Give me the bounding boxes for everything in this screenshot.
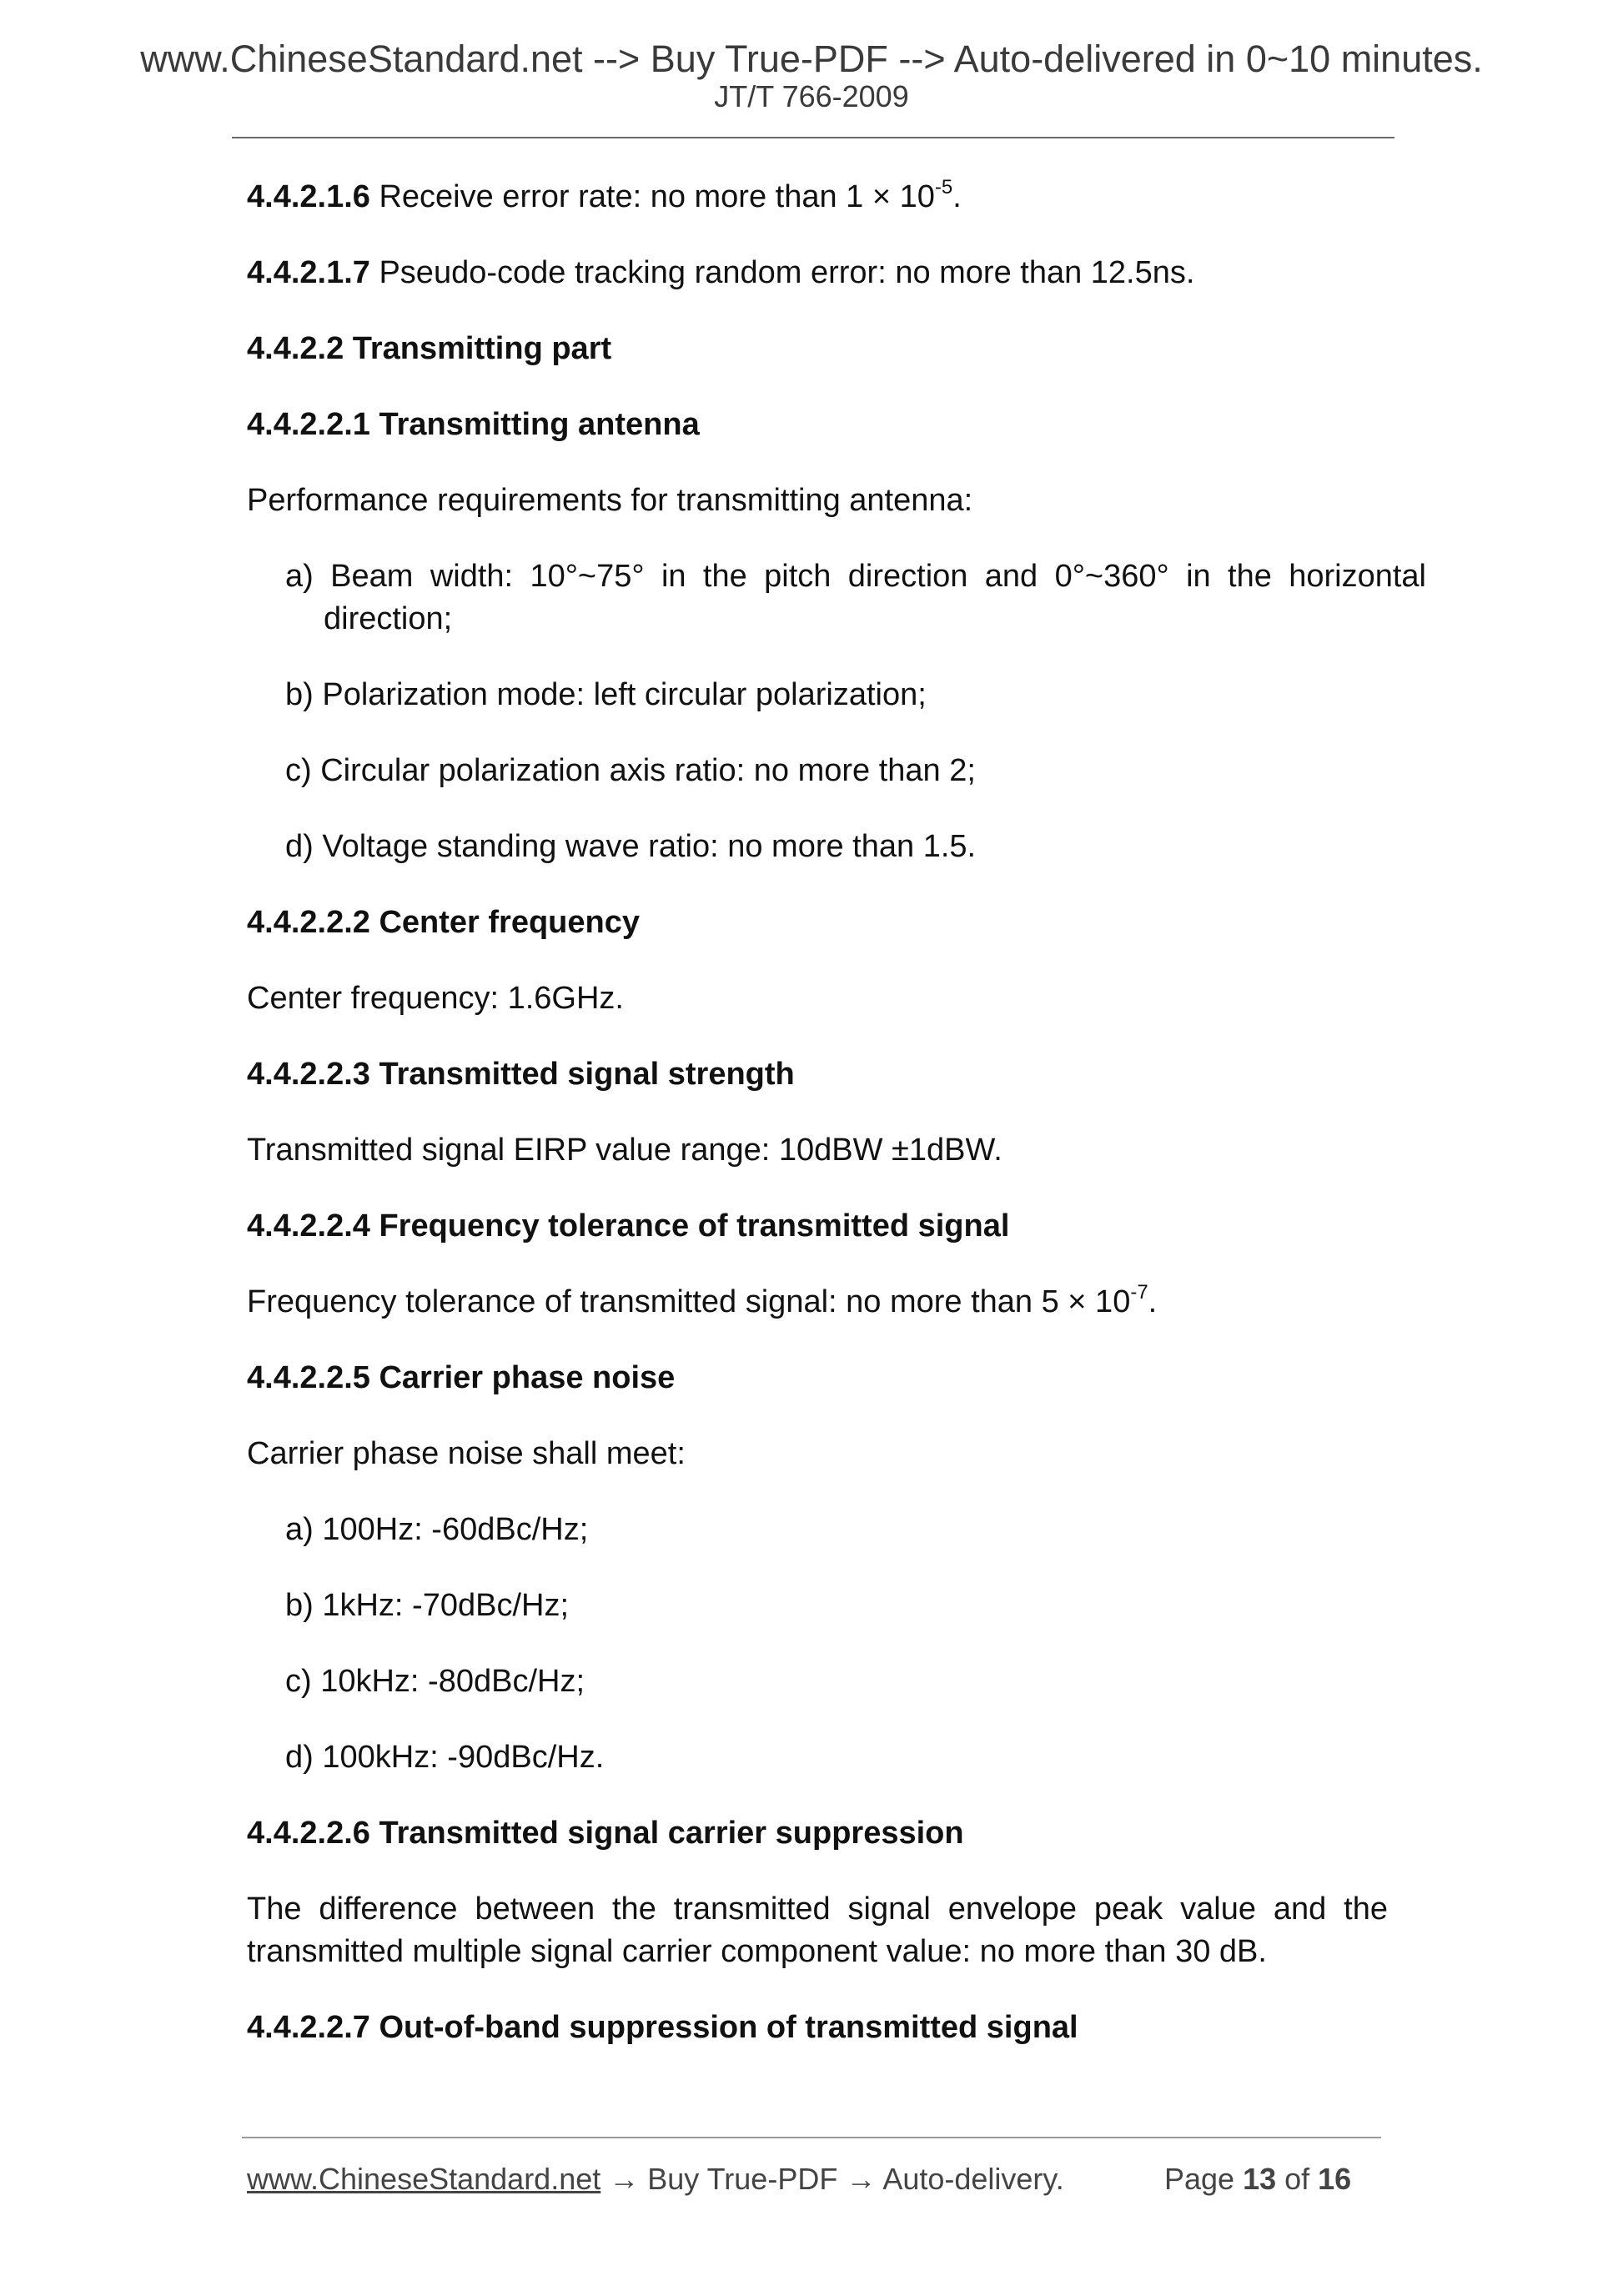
page-total: 16: [1318, 2162, 1352, 2196]
list-item-phase-c: c) 10kHz: -80dBc/Hz;: [285, 1664, 585, 1699]
clause-end: .: [952, 179, 962, 214]
page-label: Page: [1164, 2162, 1244, 2196]
list-item-phase-a: a) 100Hz: -60dBc/Hz;: [285, 1512, 589, 1547]
heading-4-4-2-2-2: 4.4.2.2.2 Center frequency: [247, 905, 640, 940]
heading-4-4-2-2-4: 4.4.2.2.4 Frequency tolerance of transmitted signal: [247, 1208, 1010, 1243]
heading-4-4-2-2-6: 4.4.2.2.6 Transmitted signal carrier suppression: [247, 1816, 964, 1851]
exponent: -5: [934, 176, 953, 199]
list-item-phase-d: d) 100kHz: -90dBc/Hz.: [285, 1740, 605, 1775]
header-divider: [232, 137, 1394, 138]
paragraph-frequency-tolerance: [247, 1281, 1157, 1324]
heading-4-4-2-2-3: 4.4.2.2.3 Transmitted signal strength: [247, 1057, 795, 1092]
heading-4-4-2-2-7: 4.4.2.2.7 Out-of-band suppression of transmitted signal: [247, 2010, 1078, 2045]
paragraph-antenna: Performance requirements for transmitting antenna:: [247, 483, 973, 518]
list-item-phase-b: b) 1kHz: -70dBc/Hz;: [285, 1588, 569, 1623]
heading-4-4-2-2: 4.4.2.2 Transmitting part: [247, 331, 612, 366]
paragraph-signal-strength: Transmitted signal EIRP value range: 10dBW ±1dBW.: [247, 1133, 1002, 1168]
page-indicator: [1164, 2162, 1351, 2197]
paragraph-carrier-suppression: The difference between the transmitted signal envelope peak value and the transmitted multiple signal carrier component value: no more than 30 dB.: [247, 1892, 1388, 1969]
footer-divider: [242, 2137, 1381, 2138]
heading-4-4-2-2-5: 4.4.2.2.5 Carrier phase noise: [247, 1360, 676, 1395]
clause-text: Receive error rate: no more than 1 × 10: [369, 179, 935, 214]
tolerance-text: Frequency tolerance of transmitted signal: no more than 5 × 10: [247, 1284, 1131, 1319]
footer-site-link[interactable]: www.ChineseStandard.net: [247, 2162, 601, 2196]
exponent: -7: [1130, 1281, 1148, 1304]
list-item-antenna-d: d) Voltage standing wave ratio: no more than 1.5.: [285, 829, 977, 864]
list-item-antenna-c: c) Circular polarization axis ratio: no more than 2;: [285, 753, 976, 788]
paragraph-phase-noise: Carrier phase noise shall meet:: [247, 1436, 686, 1471]
list-item-antenna-a: a) Beam width: 10°~75° in the pitch direction and 0°~360° in the horizontal direction;: [285, 559, 1426, 636]
standard-code: JT/T 766-2009: [714, 79, 909, 113]
page-of-label: of: [1276, 2162, 1319, 2196]
tolerance-end: .: [1148, 1284, 1158, 1319]
list-item-antenna-b: b) Polarization mode: left circular polarization;: [285, 677, 927, 712]
clause-4-4-2-1-7: [247, 252, 1194, 294]
clause-number: 4.4.2.1.6: [247, 179, 370, 214]
footer-promo-text: → Buy True-PDF → Auto-delivery.: [600, 2162, 1064, 2196]
paragraph-center-frequency: Center frequency: 1.6GHz.: [247, 981, 624, 1016]
heading-4-4-2-2-1: 4.4.2.2.1 Transmitting antenna: [247, 407, 700, 442]
site-banner: www.ChineseStandard.net --> Buy True-PDF --> Auto-delivered in 0~10 minutes.: [140, 38, 1483, 80]
clause-text: Pseudo-code tracking random error: no more than 12.5ns.: [369, 255, 1195, 290]
clause-number: 4.4.2.1.7: [247, 255, 370, 290]
footer-promo: [247, 2162, 1064, 2197]
page-number: 13: [1243, 2162, 1277, 2196]
clause-4-4-2-1-6: [247, 176, 962, 219]
